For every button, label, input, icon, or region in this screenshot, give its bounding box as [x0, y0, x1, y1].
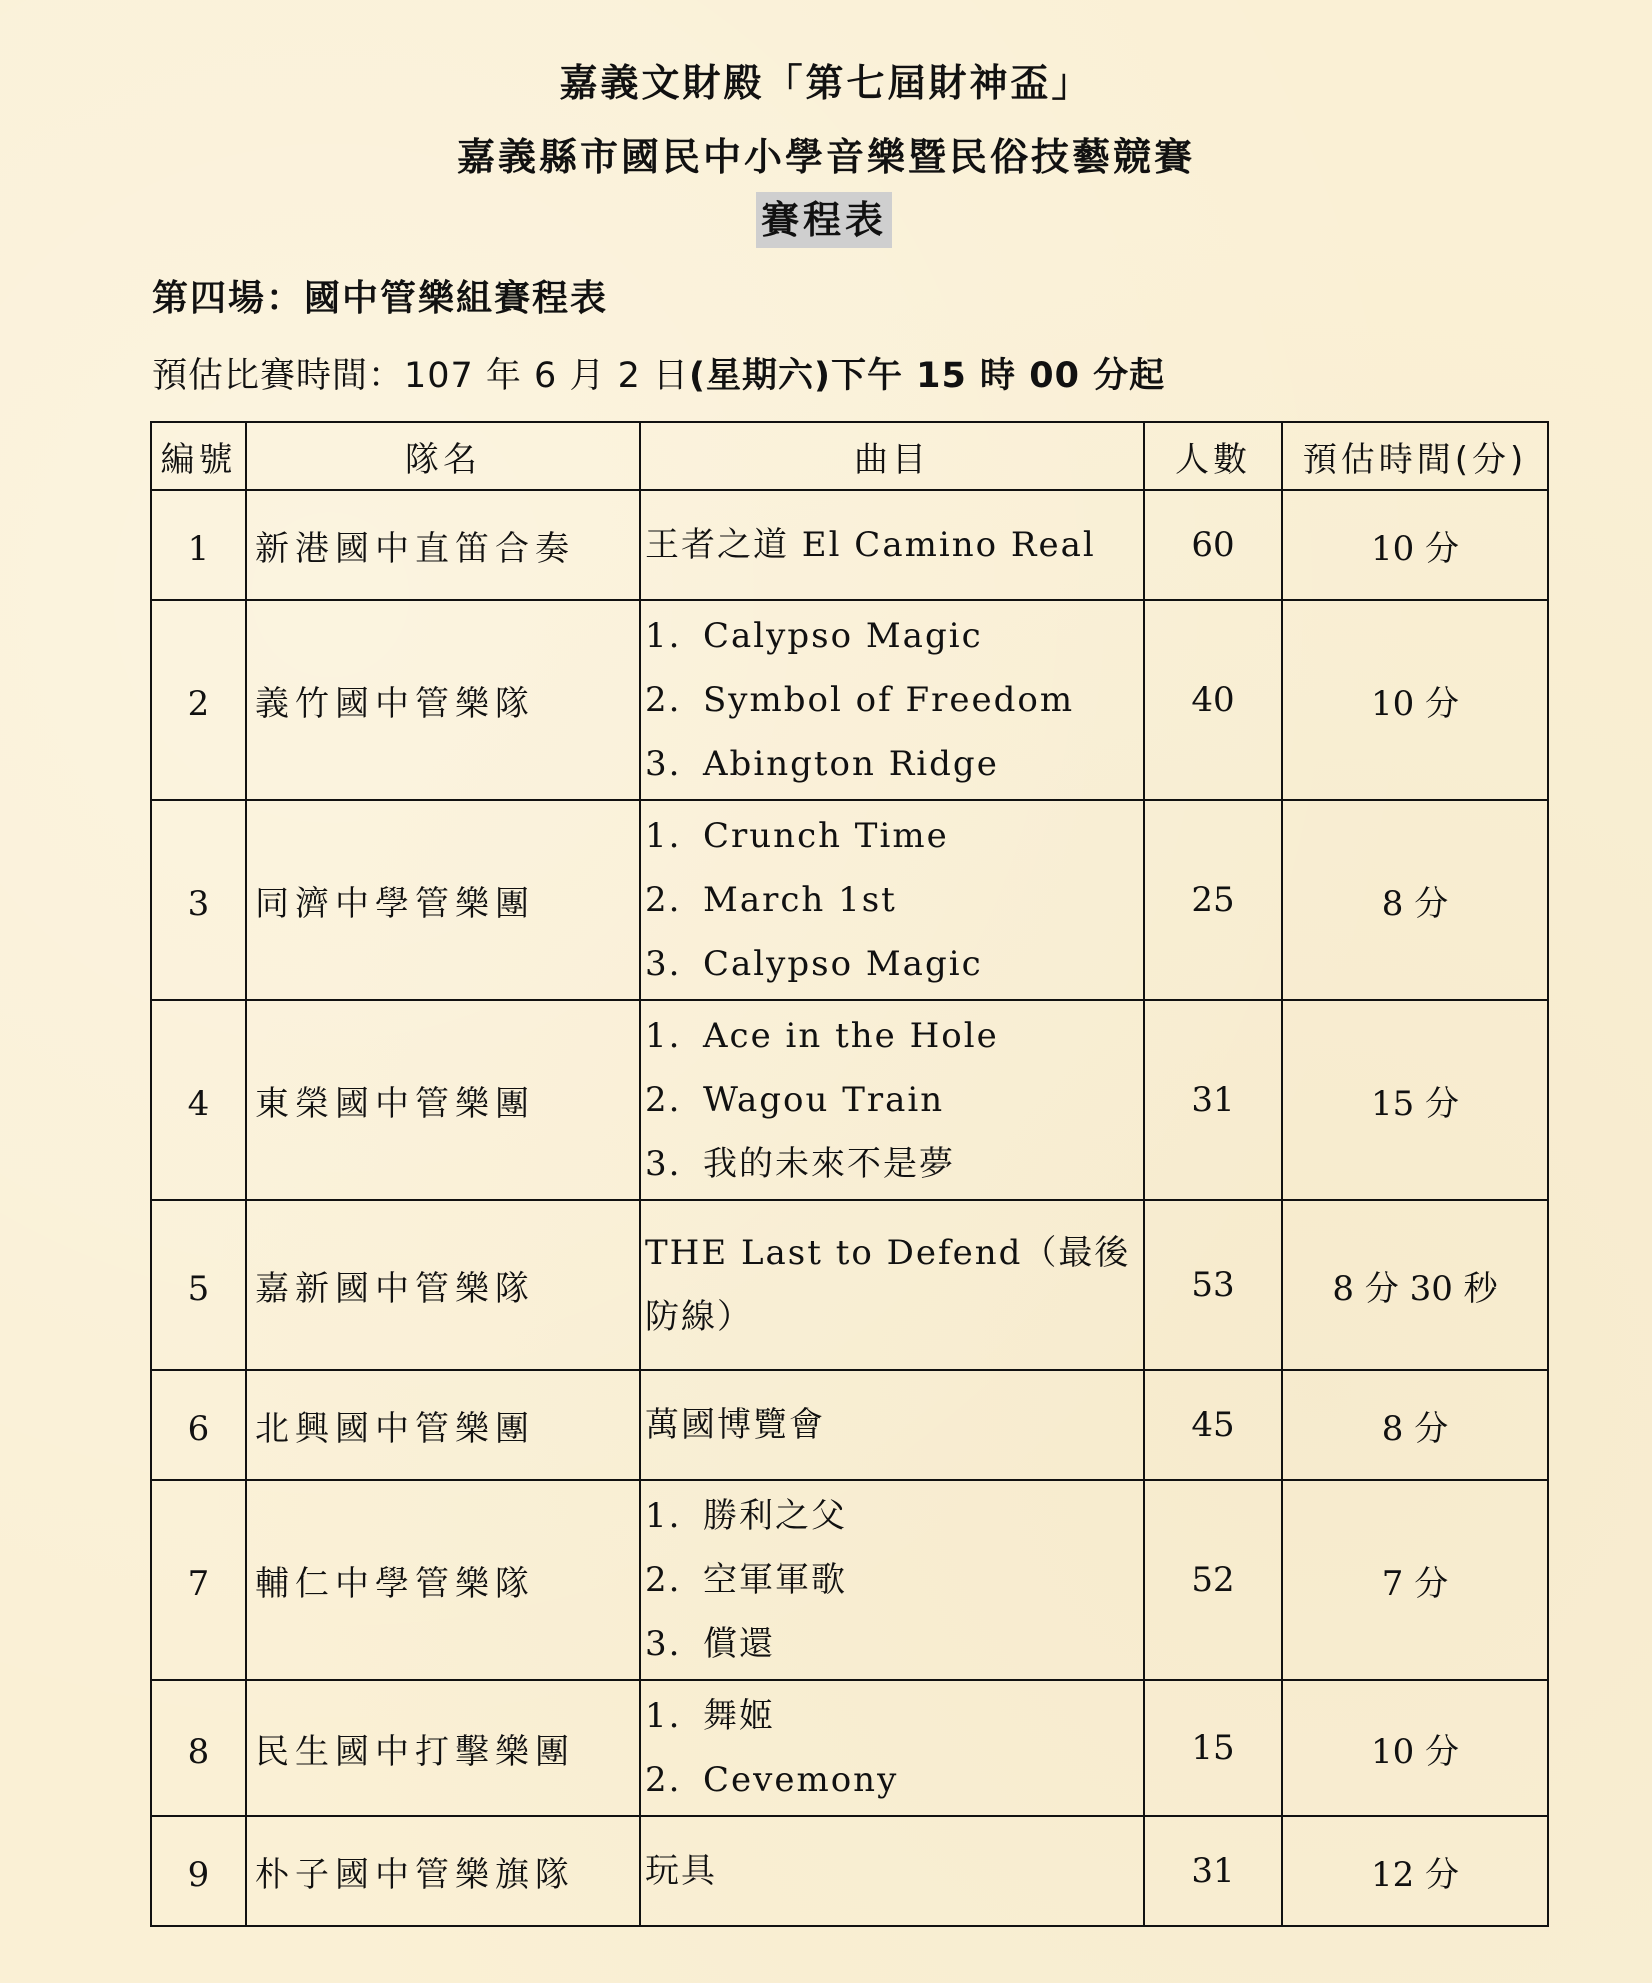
song-item [645, 513, 1143, 577]
song-item [645, 1004, 1143, 1068]
song-item [645, 1484, 1143, 1548]
song-list [640, 1816, 1144, 1926]
table-row [151, 800, 1548, 1000]
song-list [640, 800, 1144, 1000]
song-index: 2. [645, 1080, 682, 1120]
estimated-time-line [152, 348, 1165, 398]
session-heading: 第四場：國中管樂組賽程表 [152, 278, 609, 319]
song-item [645, 804, 1143, 868]
song-item [645, 604, 1143, 668]
estimated-duration: 7 分 [1282, 1480, 1548, 1680]
song-item [645, 1285, 1143, 1349]
song-title: 償還 [703, 1624, 775, 1664]
song-item [645, 932, 1143, 996]
song-index: 2. [645, 1760, 682, 1800]
song-index: 1. [645, 816, 682, 856]
header-time: 預估時間(分) [1282, 422, 1548, 490]
song-list [640, 1480, 1144, 1680]
song-title: Crunch Time [703, 816, 949, 856]
song-title: March 1st [703, 880, 897, 920]
table-row [151, 1680, 1548, 1816]
song-list [640, 1200, 1144, 1370]
song-item [645, 1748, 1143, 1812]
song-item [645, 868, 1143, 932]
song-list [640, 490, 1144, 600]
table-row [151, 1370, 1548, 1480]
row-number: 7 [151, 1480, 246, 1680]
song-index: 1. [645, 1496, 682, 1536]
song-item [645, 1221, 1143, 1285]
row-number: 3 [151, 800, 246, 1000]
table-row [151, 1200, 1548, 1370]
song-title: Wagou Train [703, 1080, 945, 1120]
header-song: 曲目 [640, 422, 1144, 490]
member-count: 53 [1144, 1200, 1282, 1370]
song-title: 我的未來不是夢 [703, 1144, 955, 1184]
song-item [645, 1393, 1143, 1457]
header-count: 人數 [1144, 422, 1282, 490]
song-title: 王者之道 El Camino Real [645, 525, 1096, 565]
table-row [151, 600, 1548, 800]
song-title: THE Last to Defend（最後 [645, 1233, 1131, 1273]
estimated-duration: 8 分 [1282, 1370, 1548, 1480]
song-title: 勝利之父 [703, 1496, 847, 1536]
schedule-table [150, 421, 1549, 1927]
estimated-duration: 10 分 [1282, 490, 1548, 600]
schedule-title: 賽程表 [756, 192, 892, 248]
row-number: 9 [151, 1816, 246, 1926]
table-row [151, 1480, 1548, 1680]
song-title: Symbol of Freedom [703, 680, 1075, 720]
song-title: 空軍軍歌 [703, 1560, 847, 1600]
team-name: 朴子國中管樂旗隊 [246, 1816, 640, 1926]
estimated-duration: 8 分 [1282, 800, 1548, 1000]
song-title: Calypso Magic [703, 616, 983, 656]
team-name: 北興國中管樂團 [246, 1370, 640, 1480]
estimated-duration: 10 分 [1282, 600, 1548, 800]
row-number: 4 [151, 1000, 246, 1200]
song-item [645, 1132, 1143, 1196]
song-title: Calypso Magic [703, 944, 983, 984]
song-item [645, 1839, 1143, 1903]
song-item [645, 732, 1143, 796]
song-list [640, 600, 1144, 800]
member-count: 60 [1144, 490, 1282, 600]
schedule-body [151, 490, 1548, 1926]
song-item [645, 1612, 1143, 1676]
team-name: 輔仁中學管樂隊 [246, 1480, 640, 1680]
estimated-time-suffix: 下午 15 時 00 分起 [830, 356, 1166, 396]
song-list [640, 1680, 1144, 1816]
row-number: 1 [151, 490, 246, 600]
song-index: 1. [645, 1016, 682, 1056]
song-index: 2. [645, 880, 682, 920]
song-title: Abington Ridge [703, 744, 999, 784]
member-count: 31 [1144, 1000, 1282, 1200]
song-item [645, 1068, 1143, 1132]
estimated-duration: 8 分 30 秒 [1282, 1200, 1548, 1370]
member-count: 15 [1144, 1680, 1282, 1816]
row-number: 5 [151, 1200, 246, 1370]
song-list [640, 1000, 1144, 1200]
row-number: 8 [151, 1680, 246, 1816]
competition-title: 嘉義縣市國民中小學音樂暨民俗技藝競賽 [456, 135, 1195, 179]
song-index: 1. [645, 1696, 682, 1736]
member-count: 40 [1144, 600, 1282, 800]
team-name: 新港國中直笛合奏 [246, 490, 640, 600]
member-count: 52 [1144, 1480, 1282, 1680]
member-count: 31 [1144, 1816, 1282, 1926]
table-row [151, 1000, 1548, 1200]
estimated-duration: 12 分 [1282, 1816, 1548, 1926]
song-title: 舞姬 [703, 1696, 775, 1736]
song-index: 2. [645, 1560, 682, 1600]
table-row [151, 490, 1548, 600]
member-count: 45 [1144, 1370, 1282, 1480]
estimated-duration: 15 分 [1282, 1000, 1548, 1200]
member-count: 25 [1144, 800, 1282, 1000]
estimated-duration: 10 分 [1282, 1680, 1548, 1816]
song-item [645, 1548, 1143, 1612]
estimated-time-weekday: (星期六) [688, 356, 831, 396]
song-index: 3. [645, 744, 682, 784]
song-list [640, 1370, 1144, 1480]
song-index: 2. [645, 680, 682, 720]
song-item [645, 668, 1143, 732]
row-number: 6 [151, 1370, 246, 1480]
song-index: 1. [645, 616, 682, 656]
team-name: 東榮國中管樂團 [246, 1000, 640, 1200]
team-name: 民生國中打擊樂團 [246, 1680, 640, 1816]
event-title: 嘉義文財殿「第七屆財神盃」 [559, 61, 1093, 105]
song-title: Cevemony [703, 1760, 899, 1800]
song-title: 萬國博覽會 [645, 1405, 825, 1445]
row-number: 2 [151, 600, 246, 800]
team-name: 義竹國中管樂隊 [246, 600, 640, 800]
team-name: 嘉新國中管樂隊 [246, 1200, 640, 1370]
song-title: 防線） [645, 1297, 753, 1337]
header-no: 編號 [151, 422, 246, 490]
table-header-row [151, 422, 1548, 490]
header-team: 隊名 [246, 422, 640, 490]
song-index: 3. [645, 944, 682, 984]
song-index: 3. [645, 1144, 682, 1184]
song-title: 玩具 [645, 1851, 717, 1891]
estimated-time-prefix: 預估比賽時間：107 年 6 月 2 日 [152, 356, 689, 396]
table-row [151, 1816, 1548, 1926]
song-index: 3. [645, 1624, 682, 1664]
team-name: 同濟中學管樂團 [246, 800, 640, 1000]
song-item [645, 1684, 1143, 1748]
song-title: Ace in the Hole [703, 1016, 999, 1056]
